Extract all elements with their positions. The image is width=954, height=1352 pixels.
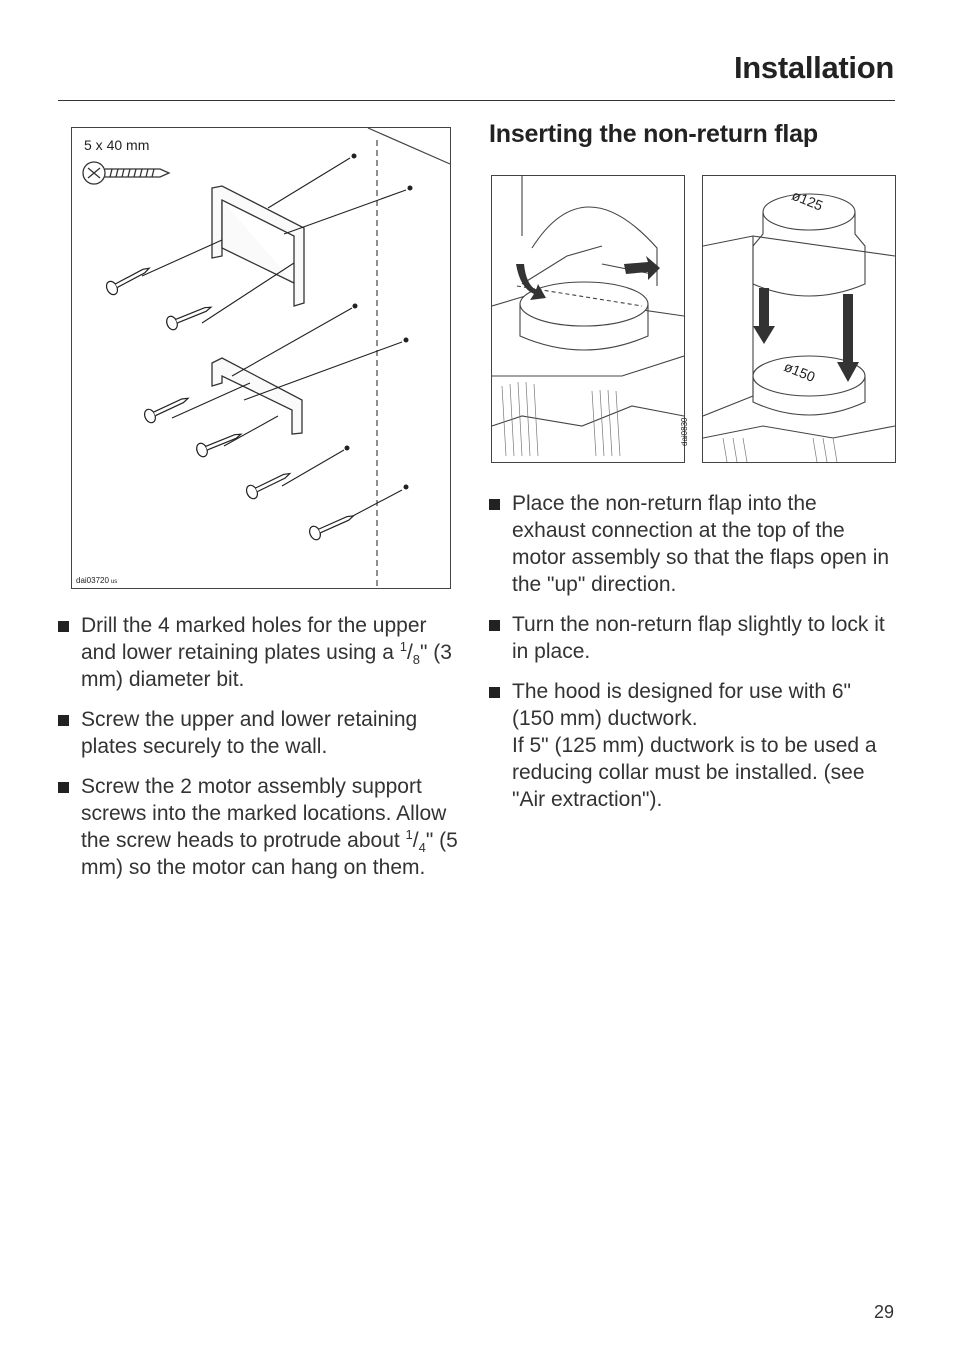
down-arrow-left-icon xyxy=(753,288,775,344)
header-divider xyxy=(58,100,895,101)
list-item: The hood is designed for use with 6" (150 mm) ductwork. If 5" (125 mm) ductwork is to be used a reducing collar must be installed. (see "Air extraction"). xyxy=(489,678,894,813)
figure-code: dai03720 us xyxy=(76,576,118,585)
diameter-125-label: ø125 xyxy=(789,186,826,214)
retaining-plates-illustration xyxy=(72,128,450,588)
list-item: Drill the 4 marked holes for the upper and lower retaining plates using a $^1/_8$" (3 mm) diameter bit. xyxy=(58,612,463,693)
screw-4 xyxy=(195,428,244,459)
screw-dimension-label: 5 x 40 mm xyxy=(84,137,150,153)
screw-3 xyxy=(143,392,192,425)
rotation-arrow-right-icon xyxy=(624,256,660,280)
page-number: 29 xyxy=(873,1302,894,1322)
lower-retaining-plate xyxy=(212,358,302,434)
section-title: Inserting the non-return flap xyxy=(489,120,818,148)
retaining-plates-figure xyxy=(71,127,451,589)
wall-corner xyxy=(368,128,450,588)
list-item: Screw the 2 motor assembly support screws into the marked locations. Allow the screw heads to protrude about $^1/_4$" (5 mm) so the motor can hang on them. xyxy=(58,773,463,881)
list-item: Place the non-return flap into the exhaust connection at the top of the motor assembly so that the flaps open in the "up" direction. xyxy=(489,490,894,598)
flap-insertion-figure xyxy=(491,175,685,463)
list-item: Screw the upper and lower retaining plates securely to the wall. xyxy=(58,706,463,760)
screw-2 xyxy=(165,301,214,332)
flap-rotation-illustration xyxy=(492,176,684,462)
screw-1 xyxy=(104,262,152,296)
list-item: Turn the non-return flap slightly to lock it in place. xyxy=(489,611,894,665)
page-header-title: Installation xyxy=(733,50,894,85)
screw-icon xyxy=(83,162,169,184)
drilling-instructions-list xyxy=(58,612,463,894)
right-figure-code: dai0830 xyxy=(680,417,689,446)
duct-collar-figure xyxy=(702,175,896,463)
diameter-150-label: ø150 xyxy=(781,358,818,385)
duct-collar-illustration xyxy=(703,176,895,462)
flap-instructions-list xyxy=(489,490,894,826)
drill-hole-marks xyxy=(345,154,413,490)
upper-retaining-plate xyxy=(212,186,304,306)
screw-6 xyxy=(308,510,357,542)
